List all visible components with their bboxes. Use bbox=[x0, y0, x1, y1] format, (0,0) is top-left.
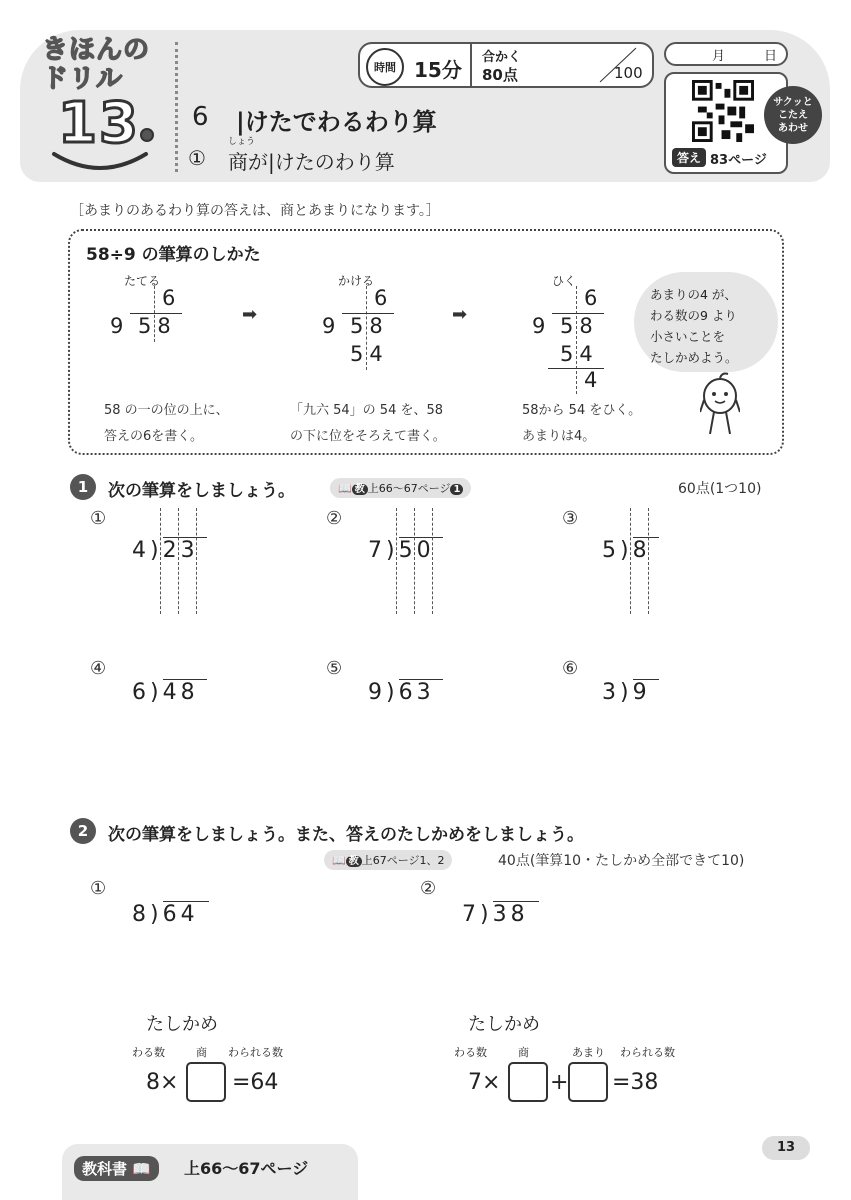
pass-label: 合かく bbox=[482, 50, 522, 65]
header-divider bbox=[175, 42, 178, 172]
problem-label: ⑤ bbox=[326, 658, 343, 679]
ruby-text: しょう bbox=[228, 137, 256, 147]
time-separator bbox=[470, 44, 472, 86]
quick-check-badge[interactable]: サクッと こたえ あわせ bbox=[764, 86, 822, 144]
q2-problem-2[interactable]: 7)38 bbox=[462, 902, 539, 927]
speech-bubble: あまりの4 が、 わる数の9 より 小さいことを たしかめよう。 bbox=[634, 272, 778, 372]
answer-box-quotient[interactable] bbox=[508, 1062, 548, 1102]
guide-line bbox=[160, 508, 161, 614]
plus-sign: + bbox=[550, 1070, 569, 1095]
drill-number: 13 bbox=[58, 91, 140, 156]
divisor: 9 bbox=[110, 314, 124, 338]
footer-pages: 上66～67ページ bbox=[184, 1159, 309, 1178]
question-text: 次の筆算をしましょう。 bbox=[108, 481, 295, 501]
smile-icon bbox=[50, 146, 150, 176]
step-label: ひく bbox=[552, 274, 577, 288]
book-icon: 📖 bbox=[332, 854, 346, 867]
problem-label: ① bbox=[90, 878, 107, 899]
step-note: 58から 54 をひく。 あまりは4。 bbox=[522, 403, 642, 444]
time-value: 15分 bbox=[414, 58, 462, 82]
answer-box-remainder[interactable] bbox=[568, 1062, 608, 1102]
q1-problem-2[interactable]: 7)50 bbox=[368, 538, 443, 563]
question-number-badge: 1 bbox=[70, 474, 96, 500]
book-icon: 📖 bbox=[132, 1160, 151, 1178]
check-left: 7× bbox=[468, 1070, 501, 1095]
check-label: わる数 bbox=[132, 1046, 165, 1059]
quotient: 6 bbox=[162, 286, 176, 310]
arrow-right-icon: ➡ bbox=[242, 304, 258, 325]
q2-problem-1[interactable]: 8)64 bbox=[132, 902, 209, 927]
book-icon: 📖 bbox=[338, 482, 352, 495]
dividend: 58 bbox=[138, 314, 177, 338]
step-note: 「九六 54」の 54 を、58 の下に位をそろえて書く。 bbox=[290, 403, 446, 444]
question-text: 次の筆算をしましょう。また、答えのたしかめをしましょう。 bbox=[108, 825, 584, 845]
guide-line bbox=[414, 508, 415, 614]
points: 60点(1つ10) bbox=[678, 481, 762, 497]
check-label: わる数 bbox=[454, 1046, 487, 1059]
stopwatch-icon: 時間 bbox=[366, 48, 404, 86]
problem-label: ② bbox=[420, 878, 437, 899]
score-total: 100 bbox=[614, 64, 643, 82]
drill-dot bbox=[140, 128, 154, 142]
sub-number: ① bbox=[188, 146, 206, 170]
qr-code-icon[interactable] bbox=[692, 80, 754, 142]
check-label: わられる数 bbox=[228, 1046, 283, 1059]
textbook-reference: 📖 教 上67ページ1、2 bbox=[324, 850, 452, 870]
answer-page: 83ページ bbox=[710, 153, 767, 168]
answer-label: 答え bbox=[672, 148, 706, 167]
step-note: 58 の一の位の上に、 答えの6を書く。 bbox=[104, 403, 229, 444]
points: 40点(筆算10・たしかめ全部できて10) bbox=[498, 853, 745, 869]
long-division-example-2: 6 9 58 54 bbox=[322, 286, 402, 376]
textbook-reference: 📖 教 上66～67ページ 1 bbox=[330, 478, 471, 498]
check-label: あまり bbox=[572, 1046, 605, 1059]
sub-title: 商が|けたのわり算 bbox=[228, 150, 395, 174]
guide-line bbox=[432, 508, 433, 614]
guide-line bbox=[178, 508, 179, 614]
series-title: きほんの ドリル bbox=[42, 35, 151, 94]
long-division-example-1 bbox=[110, 286, 190, 366]
check-label: 商 bbox=[196, 1046, 207, 1059]
q1-problem-1[interactable]: 4)23 bbox=[132, 538, 207, 563]
long-division-example-3: 6 9 58 54 4 bbox=[532, 286, 612, 396]
problem-label: ② bbox=[326, 508, 343, 529]
guide-line bbox=[630, 508, 631, 614]
problem-label: ① bbox=[90, 508, 107, 529]
q1-problem-4[interactable]: 6)48 bbox=[132, 680, 207, 705]
q1-problem-6[interactable]: 3)9 bbox=[602, 680, 659, 705]
problem-label: ⑥ bbox=[562, 658, 579, 679]
month-label: 月 bbox=[712, 49, 726, 64]
remainder: 4 bbox=[584, 368, 598, 392]
check-left: 8× bbox=[146, 1070, 179, 1095]
footer-textbook-label: 教科書 📖 bbox=[74, 1156, 159, 1181]
apple-character-icon bbox=[700, 372, 740, 442]
check-label: 商 bbox=[518, 1046, 529, 1059]
answer-box-quotient[interactable] bbox=[186, 1062, 226, 1102]
guide-line bbox=[648, 508, 649, 614]
guide-line bbox=[396, 508, 397, 614]
q1-problem-5[interactable]: 9)63 bbox=[368, 680, 443, 705]
guide-line bbox=[196, 508, 197, 614]
day-label: 日 bbox=[764, 49, 778, 64]
problem-label: ④ bbox=[90, 658, 107, 679]
problem-label: ③ bbox=[562, 508, 579, 529]
check-label: わられる数 bbox=[620, 1046, 675, 1059]
pass-value: 80点 bbox=[482, 66, 518, 84]
check-title: たしかめ bbox=[146, 1014, 218, 1035]
check-right: =38 bbox=[612, 1070, 659, 1095]
unit-title: |けたでわるわり算 bbox=[236, 108, 437, 136]
q1-problem-3[interactable]: 5)8 bbox=[602, 538, 659, 563]
product: 54 bbox=[350, 342, 389, 366]
page-number: 13 bbox=[762, 1136, 810, 1160]
check-title: たしかめ bbox=[468, 1014, 540, 1035]
check-right: =64 bbox=[232, 1070, 279, 1095]
arrow-right-icon: ➡ bbox=[452, 304, 468, 325]
intro-text: ［あまりのあるわり算の答えは、商とあまりになります。］ bbox=[70, 203, 440, 219]
question-number-badge: 2 bbox=[70, 818, 96, 844]
unit-number: 6 bbox=[192, 102, 209, 132]
step-label: かける bbox=[338, 274, 375, 288]
example-title: 58÷9 の筆算のしかた bbox=[86, 245, 261, 265]
step-label: たてる bbox=[124, 274, 161, 288]
